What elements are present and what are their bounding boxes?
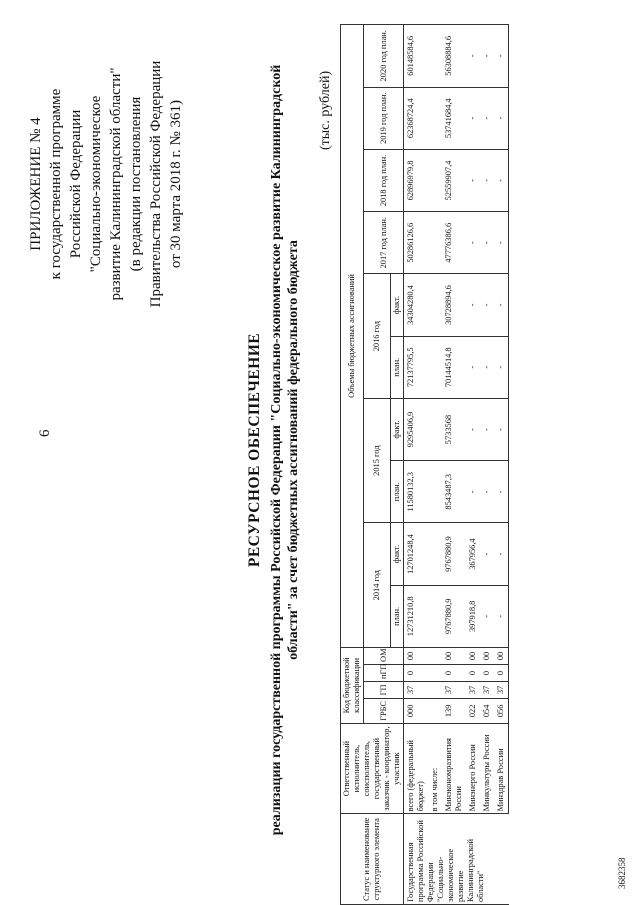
value-2016-plan: 70144514,8 — [442, 336, 466, 398]
page-number: 6 — [37, 429, 53, 437]
appendix-line: развитие Калининградской области" — [108, 67, 124, 301]
appendix-line: ПРИЛОЖЕНИЕ № 4 — [28, 117, 44, 251]
value-2015-plan — [428, 461, 442, 523]
value-2018-plan — [428, 149, 442, 211]
header-year-2014: 2014 год — [364, 523, 391, 648]
responsible-cell: Минздрав России — [494, 723, 509, 814]
value-2014-fact — [428, 523, 442, 585]
code-om: 00 — [442, 647, 466, 664]
value-2019-plan: - — [494, 87, 509, 149]
header-plan: план. — [391, 336, 404, 398]
value-2015-fact — [428, 398, 442, 460]
value-2016-plan — [428, 336, 442, 398]
appendix-line: "Социально-экономическое — [88, 95, 104, 273]
value-2014-plan: 12731210,8 — [404, 585, 429, 647]
value-2014-plan — [428, 585, 442, 647]
header-status: Статус и наименование структурного элемента — [341, 814, 404, 905]
value-2016-fact: 34304280,4 — [404, 274, 429, 336]
value-2015-fact: - — [494, 398, 509, 460]
value-2017-plan — [428, 212, 442, 274]
responsible-cell: Минэкономразвития России — [442, 723, 466, 814]
code-pgp — [428, 664, 442, 681]
value-2014-plan: - — [494, 585, 509, 647]
value-2016-plan: - — [494, 336, 509, 398]
value-2016-fact: 30728894,6 — [442, 274, 466, 336]
value-2019-plan — [428, 87, 442, 149]
resource-table — [340, 24, 509, 905]
document-title — [246, 55, 302, 845]
header-year-2018: 2018 год план. — [364, 149, 404, 211]
header-year-2019: 2019 год план. — [364, 87, 404, 149]
appendix-line: (в редакции постановления — [128, 96, 144, 272]
value-2015-plan: - — [494, 461, 509, 523]
value-2019-plan: - — [466, 87, 480, 149]
header-grbs: ГРБС — [364, 698, 404, 723]
value-2014-fact: - — [480, 523, 494, 585]
header-year-2016: 2016 год — [364, 274, 391, 399]
code-om: 00 — [494, 647, 509, 664]
appendix-block — [26, 19, 186, 349]
code-gp: 37 — [494, 681, 509, 698]
value-2016-plan: - — [480, 336, 494, 398]
value-2016-fact: - — [494, 274, 509, 336]
code-grbs: 000 — [404, 698, 429, 723]
code-gp: 37 — [466, 681, 480, 698]
value-2018-plan: 62896979,8 — [404, 149, 429, 211]
value-2017-plan: 47776386,6 — [442, 212, 466, 274]
value-2017-plan: - — [466, 212, 480, 274]
responsible-cell: Минкультуры России — [480, 723, 494, 814]
value-2015-fact: 5733568 — [442, 398, 466, 460]
code-grbs: 056 — [494, 698, 509, 723]
code-om: 00 — [404, 647, 429, 664]
value-2014-fact: 9767880,9 — [442, 523, 466, 585]
value-2020-plan — [428, 25, 442, 88]
code-pgp: 0 — [466, 664, 480, 681]
value-2014-plan: 397918,8 — [466, 585, 480, 647]
code-gp: 37 — [442, 681, 466, 698]
title-main: РЕСУРСНОЕ ОБЕСПЕЧЕНИЕ — [246, 332, 263, 568]
title-sub-line-1: реализации государственной программы Российской Федерации "Социально-экономическое развитие Калининградской — [269, 64, 284, 836]
value-2016-plan: 72137795,5 — [404, 336, 429, 398]
table-row — [466, 25, 480, 905]
header-responsible: Ответственный исполнитель, соисполнитель, государственный заказчик - координатор, участник — [341, 723, 404, 814]
responsible-cell: в том числе: — [428, 723, 442, 814]
value-2018-plan: - — [480, 149, 494, 211]
table-row — [442, 25, 466, 905]
program-name: Государственная программа Российской Федерации "Социально-экономическое развитие Калининградской области" — [404, 814, 509, 905]
code-gp: 37 — [480, 681, 494, 698]
code-grbs: 022 — [466, 698, 480, 723]
value-2016-plan: - — [466, 336, 480, 398]
value-2015-plan: 8543487,3 — [442, 461, 466, 523]
appendix-line: Российской Федерации — [68, 109, 84, 259]
header-fact: факт. — [391, 274, 404, 336]
code-om: 00 — [480, 647, 494, 664]
value-2015-fact: - — [480, 398, 494, 460]
value-2014-fact: 367956,4 — [466, 523, 480, 585]
value-2017-plan: - — [494, 212, 509, 274]
responsible-cell: всего (федеральный бюджет) — [404, 723, 429, 814]
value-2017-plan: 50286126,6 — [404, 212, 429, 274]
code-om — [428, 647, 442, 664]
header-plan: план. — [391, 585, 404, 647]
code-pgp: 0 — [442, 664, 466, 681]
value-2018-plan: 52559907,4 — [442, 149, 466, 211]
value-2015-plan: - — [480, 461, 494, 523]
code-pgp: 0 — [480, 664, 494, 681]
header-om: ОМ — [364, 647, 404, 664]
value-2014-plan: - — [480, 585, 494, 647]
header-plan: план. — [391, 461, 404, 523]
code-om: 00 — [466, 647, 480, 664]
appendix-line: Правительства Российской Федерации — [148, 60, 164, 308]
title-sub-line-2: области" за счет бюджетных ассигнований федерального бюджета — [286, 240, 301, 660]
code-grbs: 139 — [442, 698, 466, 723]
code-grbs: 054 — [480, 698, 494, 723]
appendix-line: от 30 марта 2018 г. № 361) — [168, 99, 184, 269]
value-2019-plan: - — [480, 87, 494, 149]
value-2020-plan: - — [494, 25, 509, 88]
header-fact: факт. — [391, 523, 404, 585]
value-2020-plan: 56308884,6 — [442, 25, 466, 88]
code-gp — [428, 681, 442, 698]
header-year-2015: 2015 год — [364, 398, 391, 523]
table-row — [480, 25, 494, 905]
value-2020-plan: - — [480, 25, 494, 88]
appendix-line: к государственной программе — [48, 88, 64, 280]
value-2015-plan: 11580132,3 — [404, 461, 429, 523]
code-pgp: 0 — [404, 664, 429, 681]
table-row — [428, 25, 442, 905]
value-2017-plan: - — [480, 212, 494, 274]
table-body — [404, 25, 509, 905]
value-2016-fact: - — [480, 274, 494, 336]
value-2020-plan: 60148584,6 — [404, 25, 429, 88]
value-2016-fact: - — [466, 274, 480, 336]
code-gp: 37 — [404, 681, 429, 698]
header-pgp: пГП — [364, 664, 404, 681]
header-budget-code: Код бюджетной классификации — [341, 647, 364, 723]
header-fact: факт. — [391, 398, 404, 460]
document-serial: 3682358 — [617, 857, 627, 889]
value-2015-plan: - — [466, 461, 480, 523]
value-2014-plan: 9767880,9 — [442, 585, 466, 647]
header-year-2020: 2020 год план. — [364, 25, 404, 88]
value-2015-fact: - — [466, 398, 480, 460]
value-2014-fact: 12701248,4 — [404, 523, 429, 585]
value-2019-plan: 62368724,4 — [404, 87, 429, 149]
responsible-cell: Минэнерго России — [466, 723, 480, 814]
header-year-2017: 2017 год план. — [364, 212, 404, 274]
code-pgp: 0 — [494, 664, 509, 681]
header-volumes: Объемы бюджетных ассигнований — [341, 25, 364, 648]
value-2015-fact: 9295406,9 — [404, 398, 429, 460]
code-grbs — [428, 698, 442, 723]
units-label: (тыс. рублей) — [318, 70, 333, 150]
header-gp: ГП — [364, 681, 404, 698]
value-2014-fact: - — [494, 523, 509, 585]
value-2019-plan: 53741684,4 — [442, 87, 466, 149]
table-row — [404, 25, 429, 905]
value-2018-plan: - — [466, 149, 480, 211]
value-2018-plan: - — [494, 149, 509, 211]
value-2020-plan: - — [466, 25, 480, 88]
table-row — [494, 25, 509, 905]
value-2016-fact — [428, 274, 442, 336]
